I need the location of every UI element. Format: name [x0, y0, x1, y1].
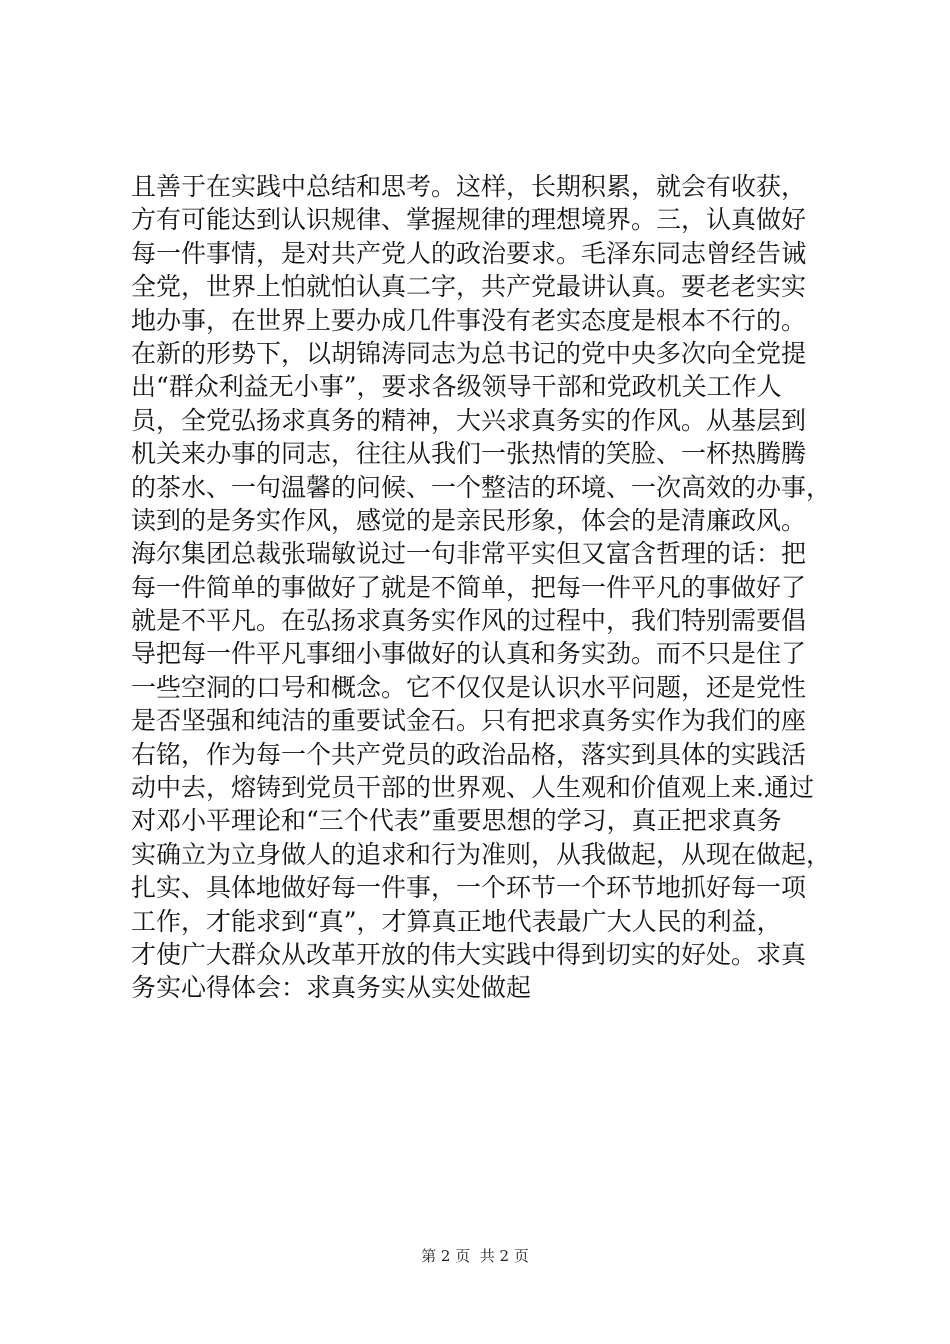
- text-line: 工作，才能求到“真”，才算真正地代表最广大人民的利益，: [131, 906, 782, 936]
- text-line: 动中去，熔铸到党员干部的世界观、人生观和价值观上来.通过: [131, 773, 814, 803]
- text-line: 扎实、具体地做好每一件事，一个环节一个环节地抓好每一项: [131, 873, 807, 903]
- text-line: 的茶水、一句温馨的问候、一个整洁的环境、一次高效的办事，: [131, 472, 832, 502]
- text-line: 在新的形势下，以胡锦涛同志为总书记的党中央多次向全党提: [131, 338, 807, 368]
- text-line: 全党，世界上怕就怕认真二字，共产党最讲认真。要老老实实: [131, 272, 807, 302]
- text-line: 导把每一件平凡事细小事做好的认真和务实劲。而不只是住了: [131, 639, 807, 669]
- text-line: 每一件事情，是对共产党人的政治要求。毛泽东同志曾经告诫: [131, 238, 807, 268]
- text-line: 对邓小平理论和“三个代表”重要思想的学习，真正把求真务: [131, 806, 782, 836]
- text-line: 且善于在实践中总结和思考。这样，长期积累，就会有收获，: [131, 172, 807, 201]
- text-line: 方有可能达到认识规律、掌握规律的理想境界。三，认真做好: [131, 205, 807, 235]
- text-line: 出“群众利益无小事”，要求各级领导干部和党政机关工作人: [131, 372, 782, 402]
- text-line: 海尔集团总裁张瑞敏说过一句非常平实但又富含哲理的话：把: [131, 539, 807, 569]
- text-line: 机关来办事的同志，往往从我们一张热情的笑脸、一杯热腾腾: [131, 439, 807, 469]
- text-line: 就是不平凡。在弘扬求真务实作风的过程中，我们特别需要倡: [131, 606, 807, 636]
- text-line: 一些空洞的口号和概念。它不仅仅是认识水平问题，还是党性: [131, 672, 807, 702]
- text-line: 读到的是务实作风，感觉的是亲民形象，体会的是清廉政风。: [131, 505, 807, 535]
- page-footer: 第 2 页 共 2 页: [421, 1247, 529, 1265]
- text-line: 每一件简单的事做好了就是不简单，把每一件平凡的事做好了: [131, 572, 807, 602]
- text-line: 地办事，在世界上要办成几件事没有老实态度是根本不行的。: [131, 305, 807, 335]
- body-text: [131, 170, 831, 1005]
- text-line: 是否坚强和纯洁的重要试金石。只有把求真务实作为我们的座: [131, 706, 807, 736]
- text-line: 才使广大群众从改革开放的伟大实践中得到切实的好处。求真: [131, 939, 807, 969]
- text-line: 员，全党弘扬求真务的精神，大兴求真务实的作风。从基层到: [131, 405, 807, 435]
- text-line: 实确立为立身做人的追求和行为准则，从我做起，从现在做起，: [131, 839, 832, 869]
- text-line: 右铭，作为每一个共产党员的政治品格，落实到具体的实践活: [131, 739, 807, 769]
- text-line: 务实心得体会：求真务实从实处做起: [131, 973, 532, 1003]
